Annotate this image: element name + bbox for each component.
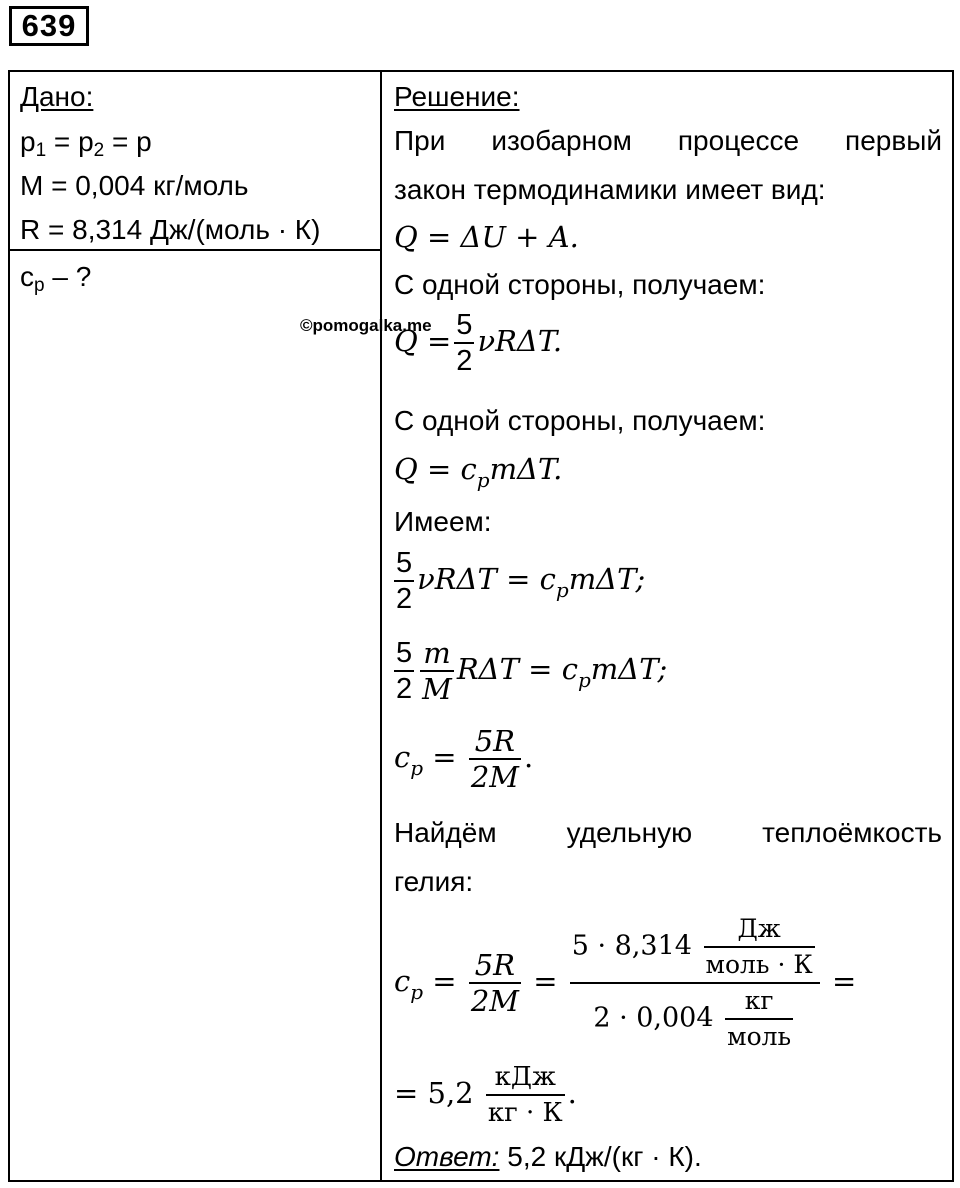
column-divider [380, 72, 382, 1180]
solution-side2: С одной стороны, получаем: [394, 405, 766, 436]
answer-value: 5,2 кДж/(кг · К). [499, 1141, 702, 1172]
equation-heat-internal: Q = $\frac{5}{2}$ νRΔT. [394, 309, 563, 377]
given-find: $c_p$ – ? [20, 261, 92, 296]
equation-result: = 5,2 $\frac{\text{кДж}}{кг \cdot К}$ . [394, 1062, 577, 1128]
solution-table [8, 70, 954, 1182]
answer-line [394, 1140, 702, 1174]
equation-numeric: $c_p$ = $\frac{5R}{2M}$ = 5 · 8,314 $\frac{Дж}{\text{моль · К}}$ 2 · 0,004 $\frac{кг}{\text{моль}}$ = [394, 914, 857, 1051]
solution-find-line1: Найдём удельную теплоёмкость [394, 817, 942, 848]
equation-heat-capacity: $Q = c_pm\Delta T$. [394, 452, 563, 492]
problem-number: 639 [9, 6, 89, 46]
equation-first-law: Q = ΔU + A. [394, 220, 579, 254]
given-divider [10, 249, 380, 251]
given-pressure: $p_1 = p_2 = p$ [20, 126, 152, 161]
solution-intro-line2: закон термодинамики имеет вид: [394, 174, 826, 205]
given-molar-mass: M = 0,004 кг/моль [20, 170, 249, 201]
given-header: Дано: [20, 81, 94, 112]
solution-have: Имеем: [394, 506, 492, 537]
equation-equate: $\frac{5}{2}$ $\nu R\Delta T = c_pm\Delta T$; [396, 547, 646, 615]
given-gas-constant: R = 8,314 Дж/(моль · К) [20, 214, 321, 245]
equation-substitute-moles: $\frac{5}{2}$ $\frac{m}{M}$ $R\Delta T = c_pm\Delta T$; [396, 636, 668, 706]
solution-side1: С одной стороны, получаем: [394, 269, 766, 300]
equation-cp-formula: $c_p$ = $\frac{5R}{2M}$ . [394, 724, 534, 794]
solution-find-line2: гелия: [394, 866, 474, 897]
solution-intro-line1: При изобарном процессе первый [394, 125, 942, 156]
solution-header: Решение: [394, 81, 520, 112]
watermark: ©pomogalka.me [300, 316, 432, 335]
answer-label: Ответ: [394, 1141, 500, 1172]
